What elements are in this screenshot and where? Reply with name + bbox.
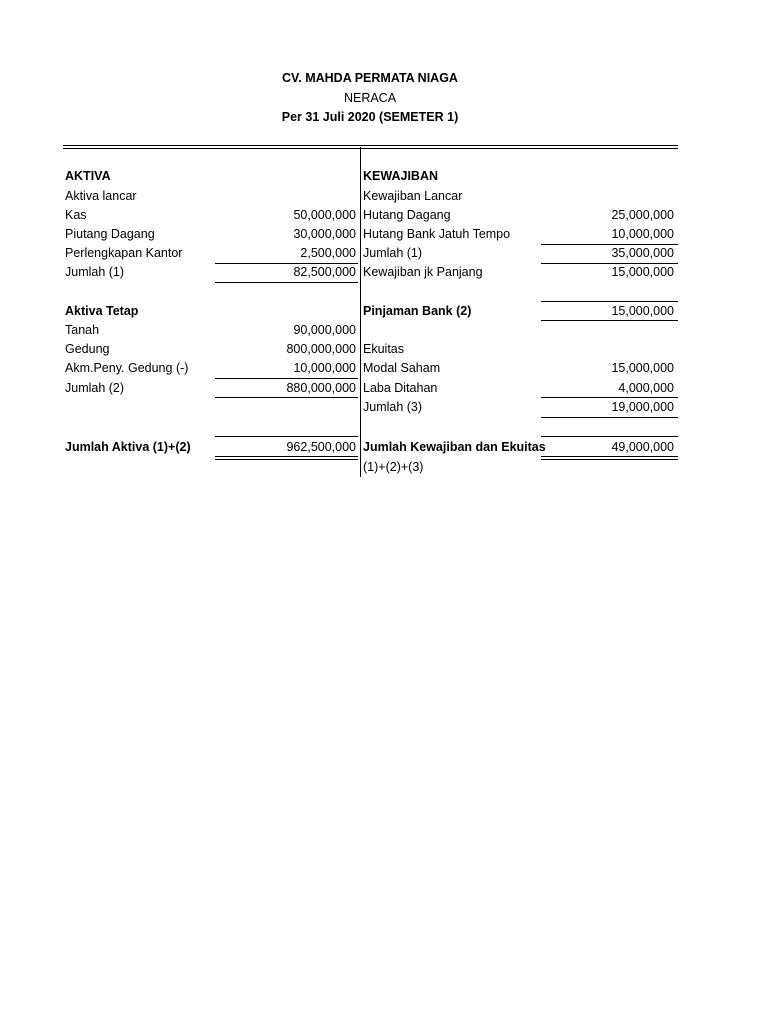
jumlah3-value: 19,000,000 [611,400,674,414]
hutang-bank-value: 10,000,000 [611,227,674,241]
modal-value: 15,000,000 [611,361,674,375]
jumlah3-label: Jumlah (3) [363,400,423,414]
aktiva-tetap-heading: Aktiva Tetap [65,304,139,318]
perlengkapan-value: 2,500,000 [300,246,356,260]
total-aktiva-value: 962,500,000 [286,440,356,454]
total-top-rule [541,436,678,437]
hutang-bank-label: Hutang Bank Jatuh Tempo [363,227,511,241]
total-aktiva-label: Jumlah Aktiva (1)+(2) [65,440,191,454]
total-top-rule [215,436,358,437]
total-formula-note: (1)+(2)+(3) [363,460,424,474]
total-double-rule [541,456,678,457]
jumlah1-value: 82,500,000 [293,265,356,279]
subtotal-rule [215,397,358,398]
tanah-value: 90,000,000 [293,323,356,337]
jumlah1-label: Jumlah (1) [65,265,125,279]
ekuitas-heading: Ekuitas [363,342,404,356]
pinjaman-label: Pinjaman Bank (2) [363,304,472,318]
kewajiban-jumlah1-label: Jumlah (1) [363,246,423,260]
kewajiban-jumlah1-value: 35,000,000 [611,246,674,260]
total-double-rule [215,456,358,457]
top-rule-2 [63,148,678,149]
akm-value: 10,000,000 [293,361,356,375]
piutang-label: Piutang Dagang [65,227,155,241]
hutang-dagang-label: Hutang Dagang [363,208,451,222]
jumlah2-label: Jumlah (2) [65,381,125,395]
akm-label: Akm.Peny. Gedung (-) [65,361,189,375]
laba-label: Laba Ditahan [363,381,438,395]
aktiva-heading: AKTIVA [65,169,111,183]
column-divider [360,147,361,477]
perlengkapan-label: Perlengkapan Kantor [65,246,183,260]
total-double-rule-2 [215,459,358,460]
kewajiban-heading: KEWAJIBAN [363,169,439,183]
gedung-value: 800,000,000 [286,342,356,356]
subtotal-rule [541,397,678,398]
tanah-label: Tanah [65,323,100,337]
laba-value: 4,000,000 [618,381,674,395]
total-kewajiban-value: 49,000,000 [611,440,674,454]
kjp-label: Kewajiban jk Panjang [363,265,483,279]
subtotal-rule [541,320,678,321]
kas-value: 50,000,000 [293,208,356,222]
report-period: Per 31 Juli 2020 (SEMETER 1) [281,110,459,124]
subtotal-rule [541,301,678,302]
subtotal-rule [215,282,358,283]
gedung-label: Gedung [65,342,110,356]
kas-label: Kas [65,208,87,222]
aktiva-lancar-heading: Aktiva lancar [65,189,137,203]
top-rule [63,145,678,146]
total-double-rule-2 [541,459,678,460]
hutang-dagang-value: 25,000,000 [611,208,674,222]
subtotal-rule [215,378,358,379]
total-kewajiban-label: Jumlah Kewajiban dan Ekuitas [363,440,546,454]
kewajiban-lancar-heading: Kewajiban Lancar [363,189,463,203]
modal-label: Modal Saham [363,361,441,375]
jumlah2-value: 880,000,000 [286,381,356,395]
company-name: CV. MAHDA PERMATA NIAGA [282,71,458,85]
subtotal-rule [541,417,678,418]
pinjaman-value: 15,000,000 [611,304,674,318]
kjp-value: 15,000,000 [611,265,674,279]
report-title: NERACA [343,91,397,105]
piutang-value: 30,000,000 [293,227,356,241]
